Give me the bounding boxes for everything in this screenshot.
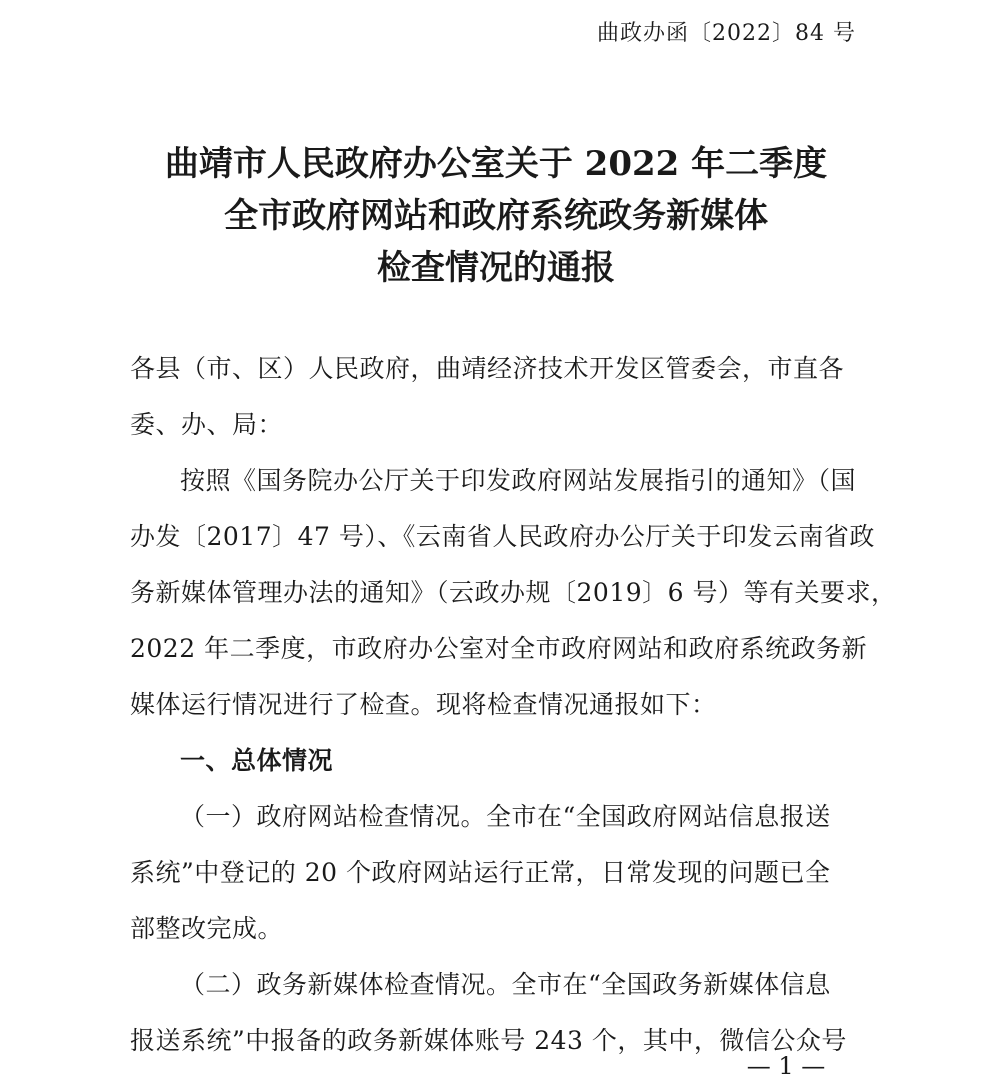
page-number: — 1 —	[746, 1052, 826, 1080]
addressee-line-2: 委、办、局：	[130, 410, 284, 439]
title-line-3: 检查情况的通报	[377, 248, 615, 288]
paragraph-1-line-1: 按照《国务院办公厅关于印发政府网站发展指引的通知》（国	[180, 466, 857, 495]
paragraph-3-line-1: （二）政务新媒体检查情况。全市在“全国政务新媒体信息	[180, 970, 831, 999]
paragraph-3-line-2: 报送系统”中报备的政务新媒体账号 243 个，其中，微信公众号	[130, 1026, 847, 1055]
paragraph-1-line-4: 2022 年二季度，市政府办公室对全市政府网站和政府系统政务新	[130, 634, 868, 663]
paragraph-2-line-3: 部整改完成。	[130, 914, 284, 943]
document-title	[0, 138, 992, 294]
section-heading-overview: 一、总体情况	[180, 746, 334, 775]
paragraph-1-line-3: 务新媒体管理办法的通知》（云政办规〔2019〕6 号）等有关要求，	[130, 578, 897, 607]
title-line-1: 曲靖市人民政府办公室关于 2022 年二季度	[164, 144, 828, 184]
paragraph-2-line-1: （一）政府网站检查情况。全市在“全国政府网站信息报送	[180, 802, 831, 831]
document-number: 曲政办函〔2022〕84 号	[597, 21, 856, 46]
paragraph-1-line-5: 媒体运行情况进行了检查。现将检查情况通报如下：	[130, 690, 717, 719]
paragraph-2-line-2: 系统”中登记的 20 个政府网站运行正常，日常发现的问题已全	[130, 858, 831, 887]
document-body	[130, 341, 897, 1069]
addressee-line-1: 各县（市、区）人民政府，曲靖经济技术开发区管委会，市直各	[130, 354, 845, 383]
paragraph-1-line-2: 办发〔2017〕47 号）、《云南省人民政府办公厅关于印发云南省政	[130, 522, 875, 551]
title-line-2: 全市政府网站和政府系统政务新媒体	[224, 196, 768, 236]
